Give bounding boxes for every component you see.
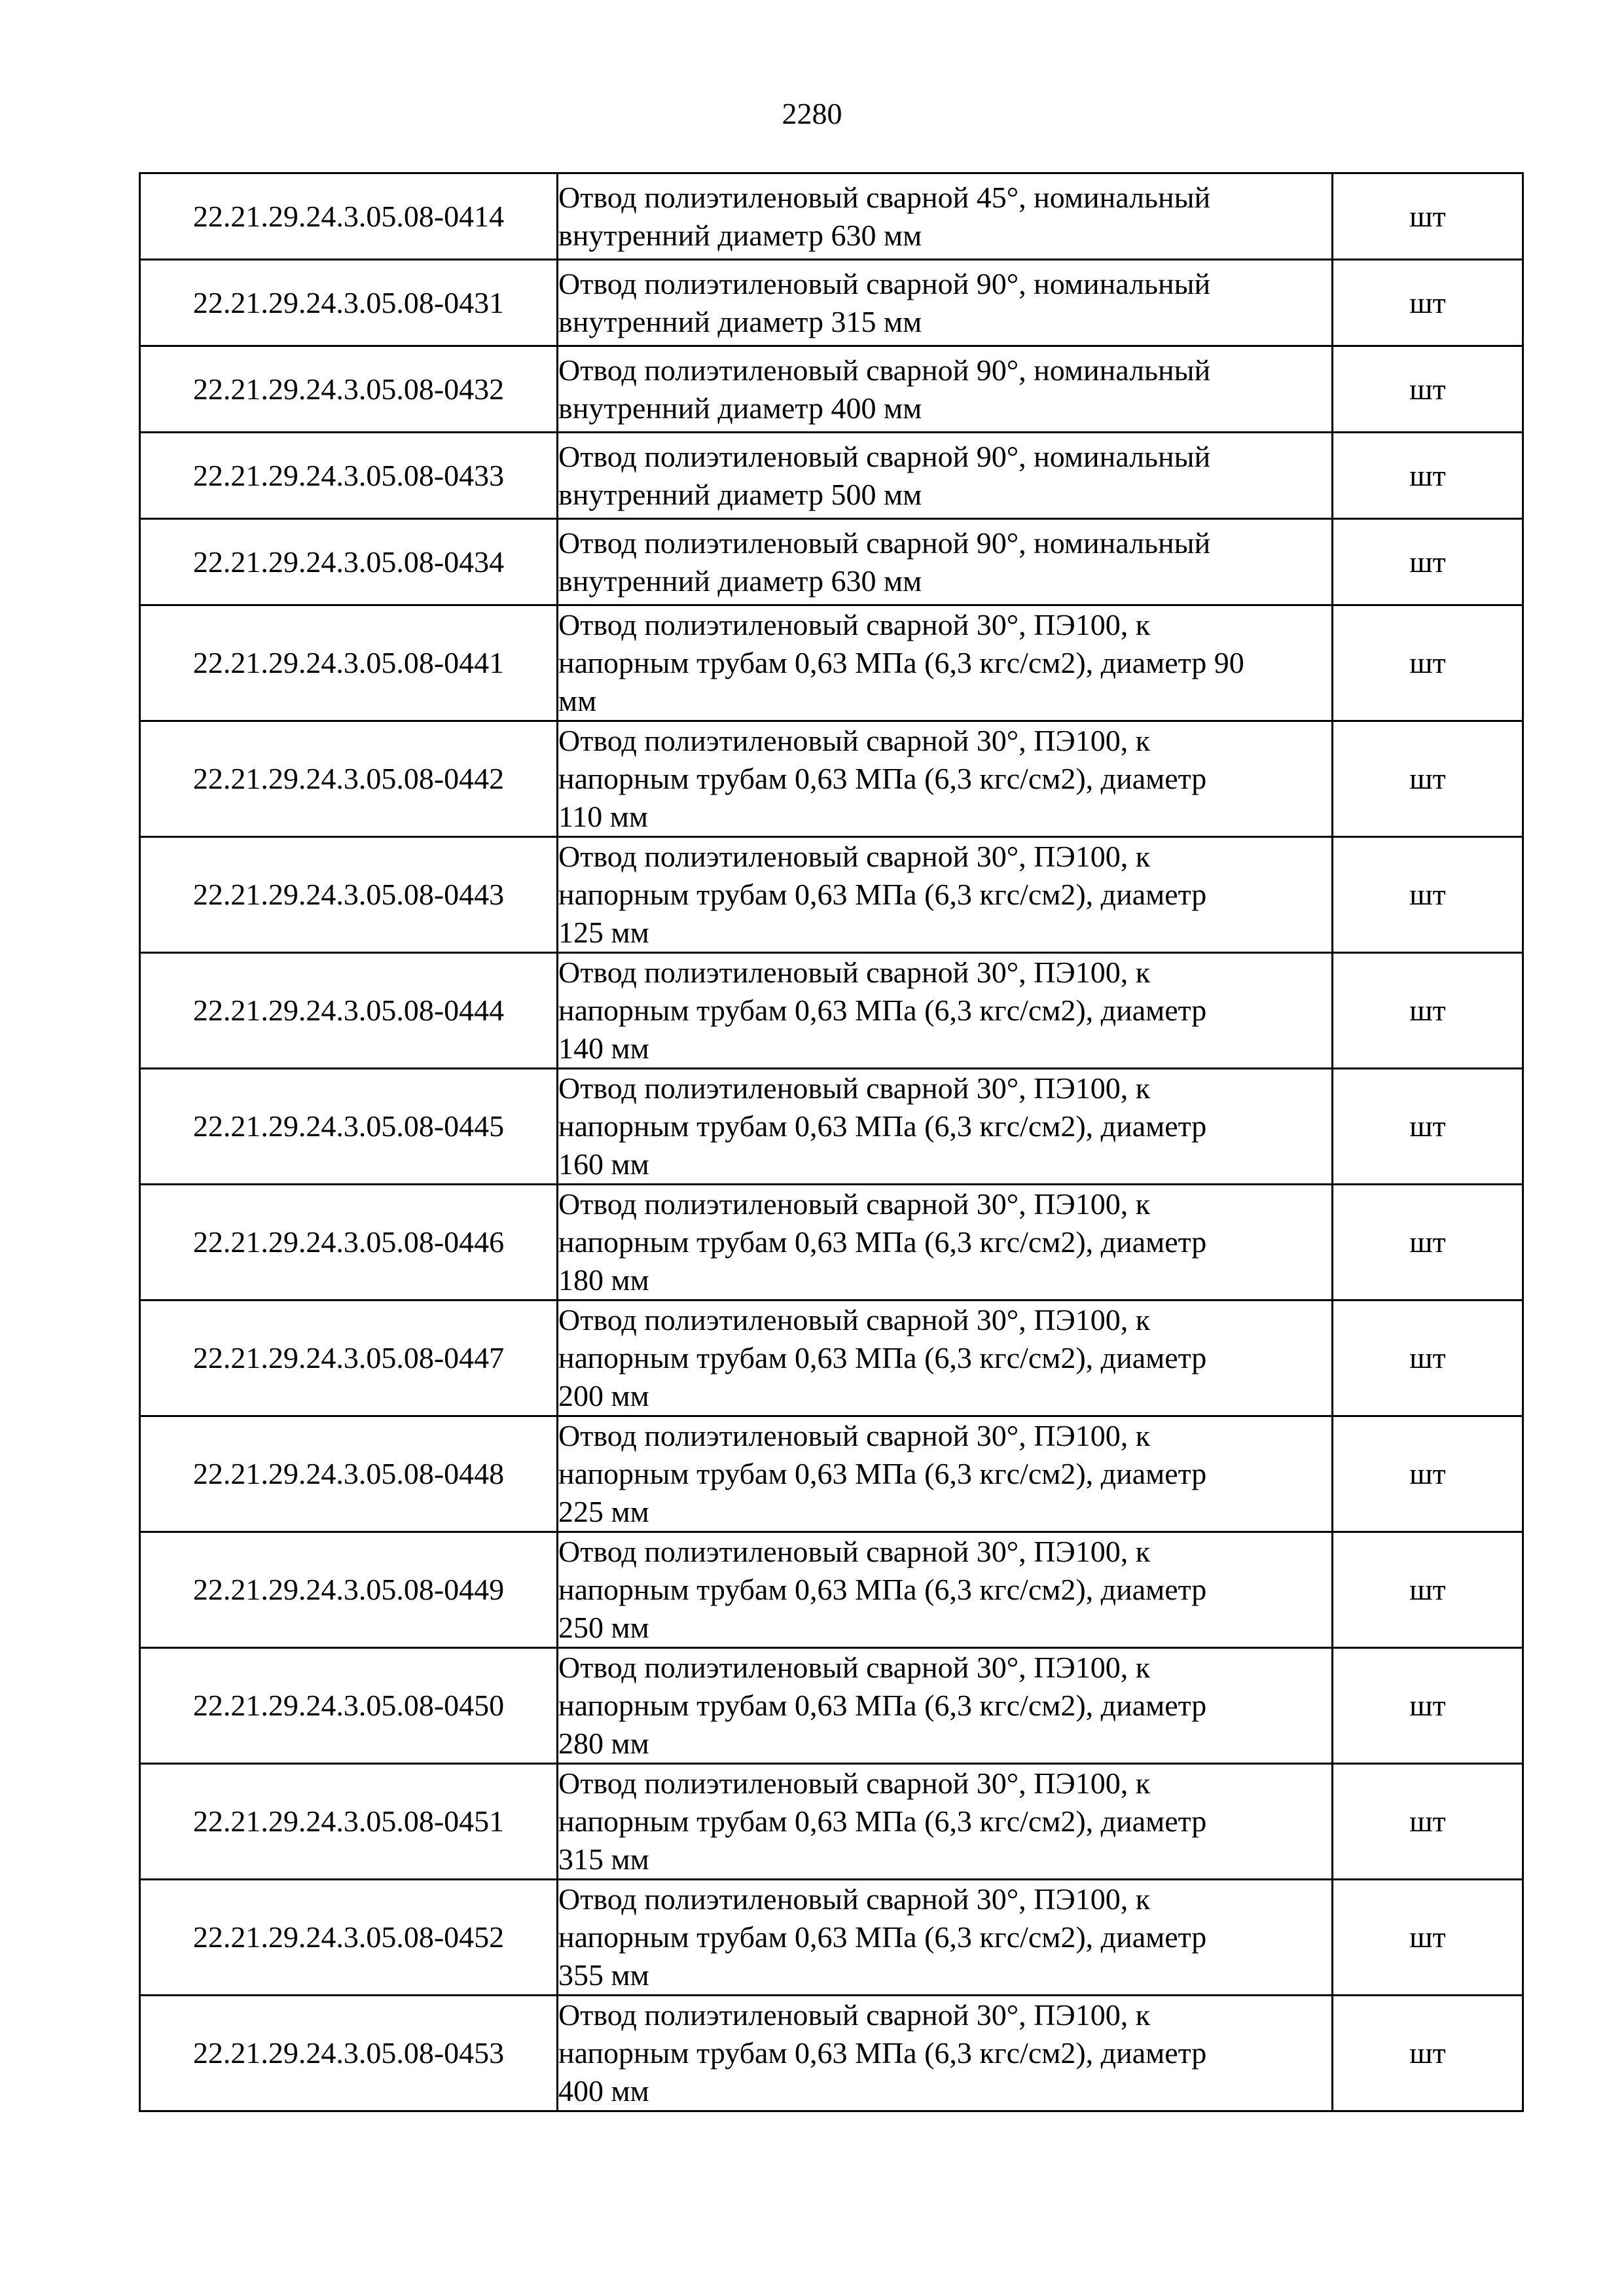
unit-cell: шт — [1333, 1069, 1523, 1185]
resource-description-cell: Отвод полиэтиленовый сварной 30°, ПЭ100, к напорным трубам 0,63 МПа (6,3 кгс/см2), диаметр 280 мм — [558, 1648, 1333, 1764]
resource-description-cell: Отвод полиэтиленовый сварной 30°, ПЭ100, к напорным трубам 0,63 МПа (6,3 кгс/см2), диаметр 225 мм — [558, 1416, 1333, 1532]
catalog-table — [139, 172, 1524, 2112]
resource-description-cell: Отвод полиэтиленовый сварной 30°, ПЭ100, к напорным трубам 0,63 МПа (6,3 кгс/см2), диаметр 125 мм — [558, 837, 1333, 953]
resource-code-cell: 22.21.29.24.3.05.08-0414 — [140, 173, 558, 260]
table-row — [140, 1648, 1523, 1764]
resource-code-cell: 22.21.29.24.3.05.08-0449 — [140, 1532, 558, 1648]
unit-cell: шт — [1333, 837, 1523, 953]
unit-cell: шт — [1333, 1996, 1523, 2111]
unit-cell: шт — [1333, 953, 1523, 1069]
resource-description-cell: Отвод полиэтиленовый сварной 30°, ПЭ100, к напорным трубам 0,63 МПа (6,3 кгс/см2), диаметр 355 мм — [558, 1880, 1333, 1996]
table-row — [140, 837, 1523, 953]
resource-description-cell: Отвод полиэтиленовый сварной 30°, ПЭ100, к напорным трубам 0,63 МПа (6,3 кгс/см2), диаметр 180 мм — [558, 1185, 1333, 1300]
resource-code-cell: 22.21.29.24.3.05.08-0444 — [140, 953, 558, 1069]
resource-code-cell: 22.21.29.24.3.05.08-0443 — [140, 837, 558, 953]
table-row — [140, 1764, 1523, 1880]
resource-description-cell: Отвод полиэтиленовый сварной 90°, номинальный внутренний диаметр 500 мм — [558, 433, 1333, 519]
unit-cell: шт — [1333, 519, 1523, 605]
resource-code-cell: 22.21.29.24.3.05.08-0453 — [140, 1996, 558, 2111]
resource-description-cell: Отвод полиэтиленовый сварной 90°, номинальный внутренний диаметр 630 мм — [558, 519, 1333, 605]
unit-cell: шт — [1333, 260, 1523, 346]
table-row — [140, 1996, 1523, 2111]
unit-cell: шт — [1333, 1532, 1523, 1648]
resource-code-cell: 22.21.29.24.3.05.08-0433 — [140, 433, 558, 519]
resource-description-cell: Отвод полиэтиленовый сварной 45°, номинальный внутренний диаметр 630 мм — [558, 173, 1333, 260]
resource-description-cell: Отвод полиэтиленовый сварной 30°, ПЭ100, к напорным трубам 0,63 МПа (6,3 кгс/см2), диаметр 250 мм — [558, 1532, 1333, 1648]
resource-description-cell: Отвод полиэтиленовый сварной 90°, номинальный внутренний диаметр 400 мм — [558, 346, 1333, 433]
table-row — [140, 1300, 1523, 1416]
resource-code-cell: 22.21.29.24.3.05.08-0431 — [140, 260, 558, 346]
resource-description-cell: Отвод полиэтиленовый сварной 30°, ПЭ100, к напорным трубам 0,63 МПа (6,3 кгс/см2), диаметр 160 мм — [558, 1069, 1333, 1185]
resource-code-cell: 22.21.29.24.3.05.08-0451 — [140, 1764, 558, 1880]
resource-description-cell: Отвод полиэтиленовый сварной 30°, ПЭ100, к напорным трубам 0,63 МПа (6,3 кгс/см2), диаметр 110 мм — [558, 721, 1333, 837]
resource-description-cell: Отвод полиэтиленовый сварной 30°, ПЭ100, к напорным трубам 0,63 МПа (6,3 кгс/см2), диаметр 140 мм — [558, 953, 1333, 1069]
resource-code-cell: 22.21.29.24.3.05.08-0446 — [140, 1185, 558, 1300]
unit-cell: шт — [1333, 1416, 1523, 1532]
table-row — [140, 260, 1523, 346]
table-row — [140, 519, 1523, 605]
resource-description-cell: Отвод полиэтиленовый сварной 90°, номинальный внутренний диаметр 315 мм — [558, 260, 1333, 346]
table-row — [140, 173, 1523, 260]
resource-code-cell: 22.21.29.24.3.05.08-0434 — [140, 519, 558, 605]
resource-code-cell: 22.21.29.24.3.05.08-0447 — [140, 1300, 558, 1416]
resource-code-cell: 22.21.29.24.3.05.08-0448 — [140, 1416, 558, 1532]
unit-cell: шт — [1333, 1764, 1523, 1880]
unit-cell: шт — [1333, 605, 1523, 721]
table-row — [140, 1416, 1523, 1532]
resource-code-cell: 22.21.29.24.3.05.08-0441 — [140, 605, 558, 721]
unit-cell: шт — [1333, 433, 1523, 519]
table-row — [140, 1532, 1523, 1648]
catalog-table-body — [140, 173, 1523, 2111]
unit-cell: шт — [1333, 173, 1523, 260]
unit-cell: шт — [1333, 1185, 1523, 1300]
unit-cell: шт — [1333, 1300, 1523, 1416]
table-row — [140, 1069, 1523, 1185]
table-row — [140, 1185, 1523, 1300]
unit-cell: шт — [1333, 346, 1523, 433]
unit-cell: шт — [1333, 1648, 1523, 1764]
table-row — [140, 605, 1523, 721]
resource-description-cell: Отвод полиэтиленовый сварной 30°, ПЭ100, к напорным трубам 0,63 МПа (6,3 кгс/см2), диаметр 90 мм — [558, 605, 1333, 721]
page-number: 2280 — [782, 97, 842, 130]
resource-description-cell: Отвод полиэтиленовый сварной 30°, ПЭ100, к напорным трубам 0,63 МПа (6,3 кгс/см2), диаметр 200 мм — [558, 1300, 1333, 1416]
resource-code-cell: 22.21.29.24.3.05.08-0432 — [140, 346, 558, 433]
resource-description-cell: Отвод полиэтиленовый сварной 30°, ПЭ100, к напорным трубам 0,63 МПа (6,3 кгс/см2), диаметр 400 мм — [558, 1996, 1333, 2111]
unit-cell: шт — [1333, 721, 1523, 837]
resource-code-cell: 22.21.29.24.3.05.08-0445 — [140, 1069, 558, 1185]
resource-code-cell: 22.21.29.24.3.05.08-0450 — [140, 1648, 558, 1764]
resource-description-cell: Отвод полиэтиленовый сварной 30°, ПЭ100, к напорным трубам 0,63 МПа (6,3 кгс/см2), диаметр 315 мм — [558, 1764, 1333, 1880]
resource-code-cell: 22.21.29.24.3.05.08-0452 — [140, 1880, 558, 1996]
unit-cell: шт — [1333, 1880, 1523, 1996]
table-row — [140, 953, 1523, 1069]
table-row — [140, 721, 1523, 837]
table-row — [140, 433, 1523, 519]
resource-code-cell: 22.21.29.24.3.05.08-0442 — [140, 721, 558, 837]
table-row — [140, 1880, 1523, 1996]
table-row — [140, 346, 1523, 433]
